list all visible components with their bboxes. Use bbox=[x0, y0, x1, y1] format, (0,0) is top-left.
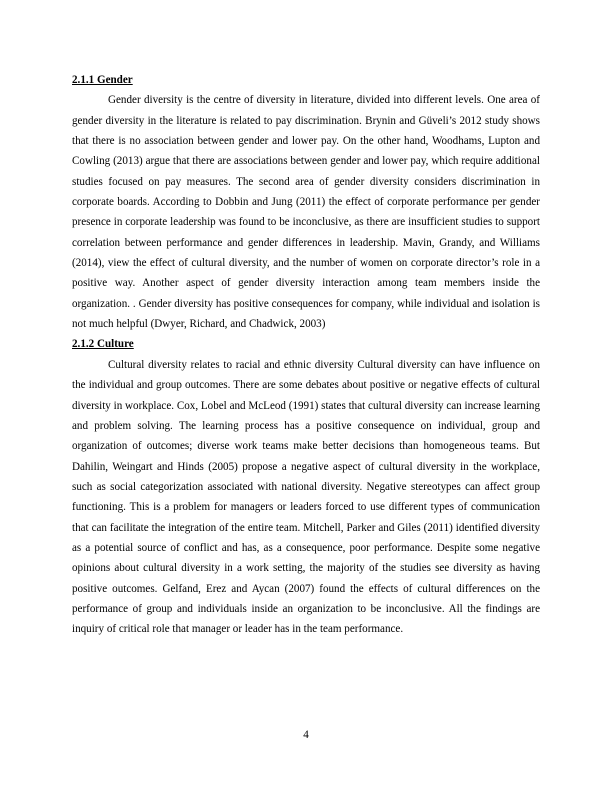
section-heading-culture: 2.1.2 Culture bbox=[72, 338, 134, 351]
section-body-culture: Cultural diversity relates to racial and ethnic diversity Cultural diversity can have influence on the individual and group outcomes. There are some debates about positive or negative effects of cultural diversity in workplace. Cox, Lobel and McLeod (1991) states that cultural diversity can increase learning and problem solving. The learning process has a positive consequence on individual, group and organization of outcomes; diverse work teams make better decisions than homogeneous teams. But Dahilin, Weingart and Hinds (2005) propose a negative aspect of cultural diversity in the workplace, such as social categorization associated with national diversity. Negative stereotypes can affect group functioning. This is a problem for managers or leaders forced to use different types of communication that can facilitate the integration of the entire team. Mitchell, Parker and Giles (2011) identified diversity as a potential source of conflict and has, as a consequence, poor performance. Despite some negative opinions about cultural diversity in a work setting, the majority of the studies see diversity as having positive outcomes. Gelfand, Erez and Aycan (2007) found the effects of cultural differences on the performance of group and individuals inside an organization to be inconclusive. All the findings are inquiry of critical role that manager or leader has in the team performance. bbox=[72, 358, 540, 636]
section-body-gender: Gender diversity is the centre of diversity in literature, divided into different levels. One area of gender diversity in the literature is related to pay discrimination. Brynin and Güveli’s 2012 study shows that there is no association between gender and lower pay. On the other hand, Woodhams, Lupton and Cowling (2013) argue that there are associations between gender and lower pay, which require additional studies focused on pay measures. The second area of gender diversity considers discrimination in corporate boards. According to Dobbin and Jung (2011) the effect of corporate performance per gender presence in corporate leadership was found to be inconclusive, as there are insufficient studies to support correlation between performance and gender differences in leadership. Mavin, Grandy, and Williams (2014), view the effect of cultural diversity, and the number of women on corporate director’s role in a positive way. Another aspect of gender diversity interaction among team members inside the organization. . Gender diversity has positive consequences for company, while individual and isolation is not much helpful (Dwyer, Richard, and Chadwick, 2003) bbox=[72, 94, 540, 331]
page-number: 4 bbox=[303, 729, 309, 741]
page-body bbox=[72, 70, 540, 640]
section-heading-gender: 2.1.1 Gender bbox=[72, 74, 133, 86]
